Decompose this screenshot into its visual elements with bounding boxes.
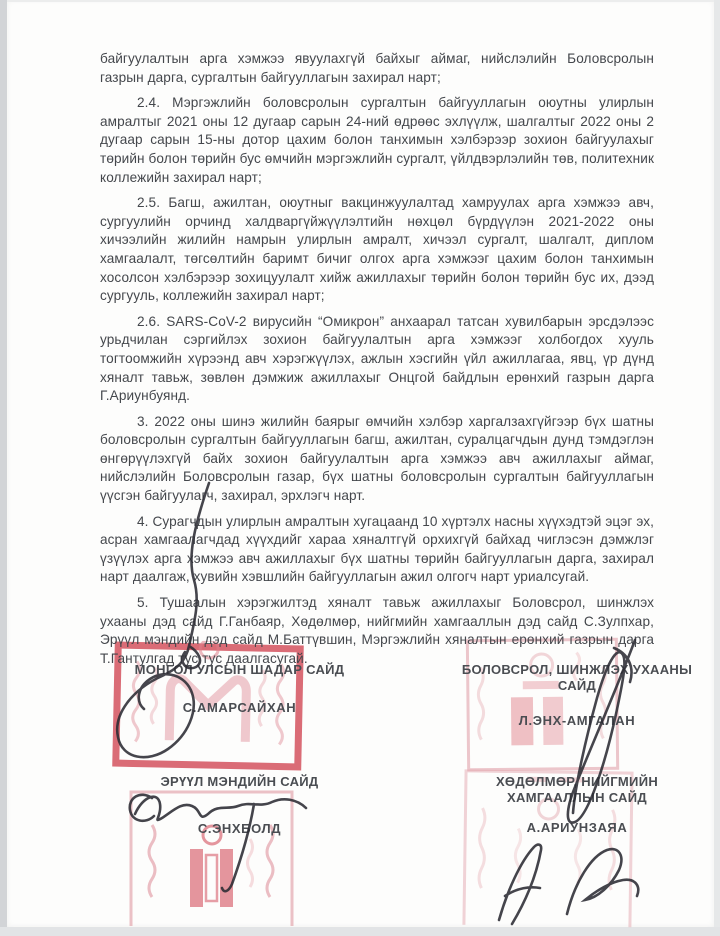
signatory-title: БОЛОВСРОЛ, ШИНЖЛЭХ УХААНЫ САЙД bbox=[461, 662, 693, 693]
paragraph-5: 5. Тушаалын хэрэгжилтэд хяналт тавьж ажиллахыг Боловсрол, шинжлэх ухааны дэд сайд Г.Ганбаяр, Хөдөлмөр, нийгмийн хамгааллын дэд сайд С.Зулпхар, Эрүүл мэндийн дэд сайд М.Баттүвшин, Мэргэжлийн хяналтын ерөнхий газрын дарга Т.Гантулгад тус тус даалгасугай. bbox=[100, 595, 654, 666]
signatory-title: ЭРҮҮЛ МЭНДИЙН САЙД bbox=[160, 774, 319, 789]
paragraph-2-5: 2.5. Багш, ажилтан, оюутныг вакцинжуулалтад хамруулах арга хэмжээ авч, сургуулийн орчинд халдваргүйжүүлэлтийн нөхцөл бүрдүүлэн 2021-2022 оны хичээлийн жилийн намрын улирлын амралт, хичээл сургалт, шалгалт, диплом хамгаалалт, төгсөлтийн баримт бичиг олгох арга хэмжээг цахим болон танхимын хосолсон хэлбэрээр зохицуулалт хийж ажиллахыг төрийн болон төрийн бус их, дээд сургууль, коллежийн захирал нарт; bbox=[100, 195, 654, 304]
signatory-block-health-minister bbox=[112, 774, 367, 836]
photo-edge-right bbox=[714, 0, 720, 936]
signatory-name: С.ЭНХБОЛД bbox=[197, 820, 282, 836]
paragraph-2-4: 2.4. Мэргэжлийн боловсролын сургалтын байгууллагын оюутны улирлын амралтыг 2021 оны 12 дугаар сарын 24-ний өдрөөс эхлүүлж, шалгалтыг 2022 оны 2 дугаар сарын 15-ны дотор цахим болон танхимын хэлбэрээр зохион байгуулахыг төрийн болон төрийн бус өмчийн мэргэжлийн сургалт, үйлдвэрлэлийн төв, политехник коллежийн захирал нарт; bbox=[100, 95, 654, 185]
photo-edge-bottom bbox=[0, 927, 720, 936]
signatory-block-deputy-pm bbox=[112, 662, 367, 715]
signatory-name: Л.ЭНХ-АМГАЛАН bbox=[518, 713, 636, 728]
signature-ink-ariunzaya bbox=[499, 845, 638, 924]
paragraph-4: 4. Сурагчдын улирлын амралтын хугацаанд 10 хүртэлх насны хүүхэдтэй эцэг эх, асран хамгаалагчдад хүүхдийг хараа хяналтгүй орхихгүй байхад чиглэсэн дэмжлэг үзүүлэх арга хэмжээ авч ажиллахыг бүх шатны төрийн байгууллагын дарга, захирал нарт даалгаж, хувийн хэвшлийн байгууллагын ажил олгогч нарт уриалсугай. bbox=[100, 513, 654, 585]
signatory-title: ХӨДӨЛМӨР, НИЙГМИЙН ХАМГААЛЛЫН САЙД bbox=[495, 774, 659, 805]
document-page bbox=[7, 0, 714, 927]
document-body bbox=[100, 50, 654, 675]
paragraph-continuation: байгуулалтын арга хэмжээ явуулахгүй байхыг аймаг, нийслэлийн Боловсролын газрын дарга, сургалтын байгууллагын захирал нарт; bbox=[100, 51, 654, 85]
signatory-name: С.АМАРСАЙХАН bbox=[182, 699, 297, 715]
signatory-title: МОНГОЛ УЛСЫН ШАДАР САЙД bbox=[134, 662, 345, 677]
paragraph-2-6: 2.6. SARS-CoV-2 вирусийн “Омикрон” анхаарал татсан хувилбарын эрсдэлээс урьдчилан сэргийлэх зохион байгуулалтын арга хэмжээг холбогдох хууль тогтоомжийн хүрээнд авч хэрэгжүүлэх, ажлын хэсгийн үйл ажиллагаа, явц, үр дүнд хяналт тавьж, зөвлөн дэмжиж ажиллахыг Онцгой байдлын ерөнхий газрын дарга Г.Ариунбуянд. bbox=[100, 313, 654, 404]
signatory-block-labour-minister bbox=[457, 774, 697, 835]
signatory-name: А.АРИУНЗАЯА bbox=[526, 820, 628, 835]
paragraph-3: 3. 2022 оны шинэ жилийн баярыг өмчийн хэлбэр харгалзахгүйгээр бүх шатны боловсролын сургалтын байгууллагын багш, ажилтан, суралцагчдын дунд тэмдэглэн өнгөрүүлэхгүй байх зохион байгуулалтын арга хэмжээ авч ажиллахыг аймаг, нийслэлийн Боловсролын газар, бүх шатны боловсролын сургалтын байгууллагын үүсгэн байгуулагч, захирал, эрхлэгч нарт. bbox=[100, 413, 654, 504]
photo-edge-left bbox=[0, 0, 7, 936]
signatory-block-education-minister bbox=[457, 662, 697, 728]
